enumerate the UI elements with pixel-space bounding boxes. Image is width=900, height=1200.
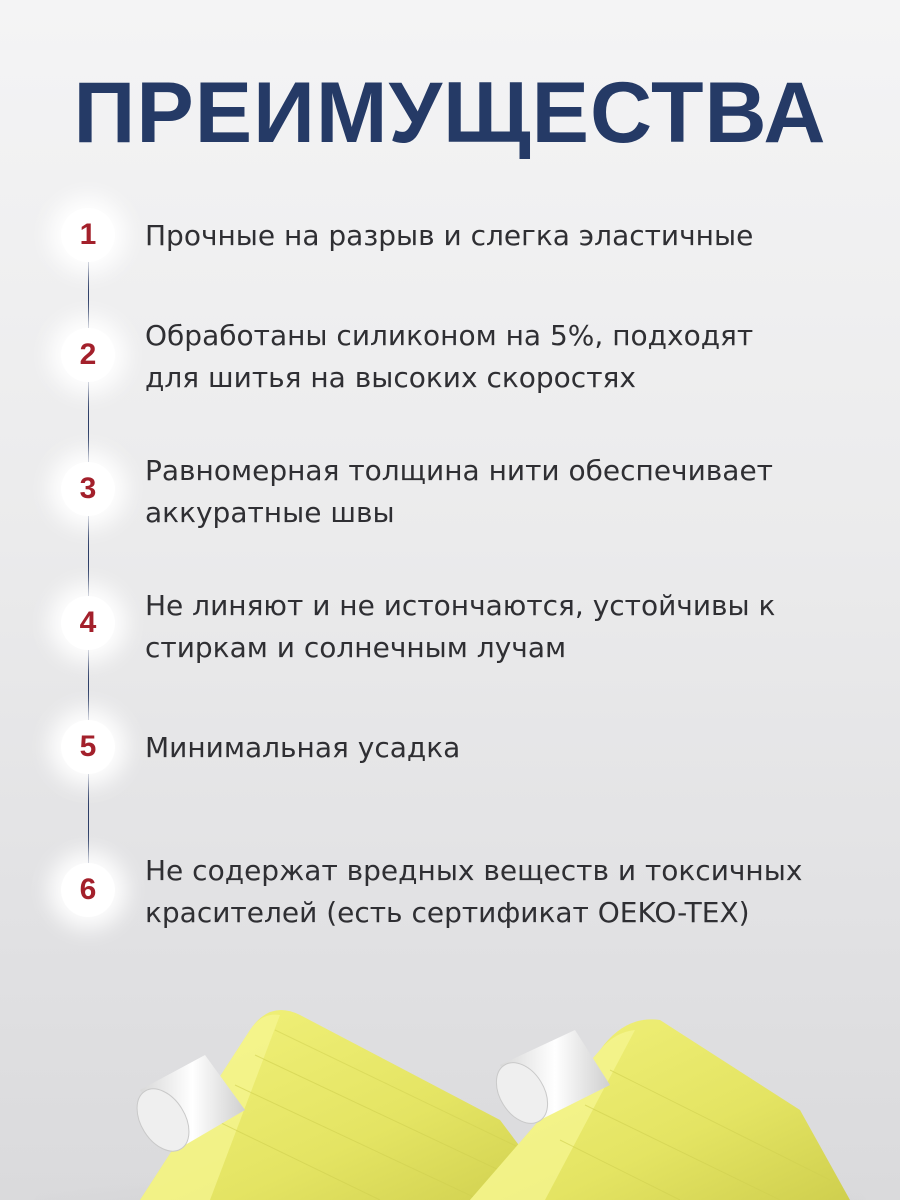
advantage-item-6: Не содержат вредных веществ и токсичных красителей (есть сертификат OEKO-TEX) bbox=[145, 854, 803, 929]
page-title: ПРЕИМУЩЕСТВА bbox=[73, 65, 827, 161]
number-badge-4 bbox=[61, 596, 115, 650]
advantage-item-3: Равномерная толщина нити обеспечивает аккуратные швы bbox=[145, 454, 773, 529]
advantage-item-4: Не линяют и не истончаются, устойчивы к стиркам и солнечным лучам bbox=[145, 589, 776, 664]
item-number: 5 bbox=[79, 730, 97, 763]
item-number: 3 bbox=[79, 472, 97, 505]
item-number: 2 bbox=[79, 338, 97, 371]
number-badge-2 bbox=[61, 328, 115, 382]
advantage-item-1: Прочные на разрыв и слегка эластичные bbox=[145, 219, 754, 252]
number-badge-6 bbox=[61, 863, 115, 917]
thread-spool-right bbox=[470, 1019, 850, 1200]
advantage-item-5: Минимальная усадка bbox=[145, 731, 461, 764]
advantage-item-2: Обработаны силиконом на 5%, подходят для шитья на высоких скоростях bbox=[145, 319, 754, 394]
number-badge-3 bbox=[61, 462, 115, 516]
thread-spools-image bbox=[0, 960, 900, 1200]
number-badge-5 bbox=[61, 720, 115, 774]
item-number: 6 bbox=[79, 873, 97, 906]
item-number: 1 bbox=[79, 218, 97, 251]
number-badge-1 bbox=[61, 208, 115, 262]
item-number: 4 bbox=[79, 606, 97, 639]
